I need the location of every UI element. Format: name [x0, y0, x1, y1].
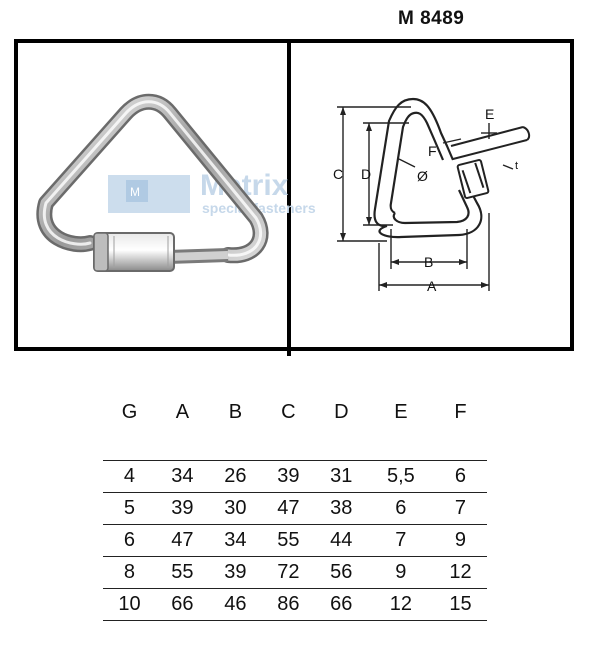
- dim-label-d: D: [361, 166, 372, 182]
- table-cell: 39: [156, 493, 209, 525]
- watermark-brand: Metrix: [200, 169, 289, 202]
- screw-sleeve: [94, 233, 174, 271]
- table-cell: 86: [262, 589, 315, 621]
- dim-label-c: C: [333, 166, 344, 182]
- technical-drawing: [291, 43, 570, 347]
- column-header-b: B: [228, 400, 243, 423]
- table-cell: 26: [209, 461, 262, 493]
- watermark-tagline: special fasteners: [202, 200, 316, 216]
- model-code: M 8489: [398, 8, 465, 29]
- table-cell: 10: [103, 589, 156, 621]
- table-cell: 44: [315, 525, 368, 557]
- table-cell: 7: [368, 525, 434, 557]
- column-header-c: C: [281, 400, 296, 423]
- column-header-a: A: [175, 400, 190, 423]
- table-cell: 39: [209, 557, 262, 589]
- table-cell: 5: [103, 493, 156, 525]
- dim-label-f: F: [428, 143, 437, 159]
- table-cell: 6: [434, 461, 487, 493]
- table-cell: 39: [262, 461, 315, 493]
- table-row: [103, 557, 487, 589]
- table-cell: 34: [156, 461, 209, 493]
- dimension-table: [103, 388, 487, 621]
- table-row: [103, 589, 487, 621]
- table-cell: 56: [315, 557, 368, 589]
- table-cell: 47: [262, 493, 315, 525]
- table-cell: 55: [156, 557, 209, 589]
- table-cell: 47: [156, 525, 209, 557]
- table-cell: 9: [368, 557, 434, 589]
- table-cell: 66: [315, 589, 368, 621]
- table-cell: 7: [434, 493, 487, 525]
- table-cell: 15: [434, 589, 487, 621]
- column-header-g: G: [121, 400, 138, 423]
- dim-label-a: A: [427, 278, 437, 294]
- table-row: [103, 461, 487, 493]
- svg-text:M: M: [130, 185, 140, 199]
- table-cell: 12: [434, 557, 487, 589]
- table-cell: 31: [315, 461, 368, 493]
- column-header-d: D: [334, 400, 349, 423]
- table-cell: 66: [156, 589, 209, 621]
- table-cell: 5,5: [368, 461, 434, 493]
- drawing-sleeve: [457, 160, 489, 199]
- table-cell: 9: [434, 525, 487, 557]
- table-row: [103, 525, 487, 557]
- table-cell: 34: [209, 525, 262, 557]
- table-cell: 4: [103, 461, 156, 493]
- table-cell: 72: [262, 557, 315, 589]
- table-cell: 38: [315, 493, 368, 525]
- dim-label-e: E: [485, 106, 495, 122]
- table-header-row: [103, 388, 487, 436]
- column-header-e: E: [394, 400, 408, 423]
- dim-label-b: B: [424, 254, 434, 270]
- table-cell: 55: [262, 525, 315, 557]
- table-cell: 30: [209, 493, 262, 525]
- table-cell: 8: [103, 557, 156, 589]
- table-cell: 12: [368, 589, 434, 621]
- table-cell: 6: [368, 493, 434, 525]
- table-cell: 6: [103, 525, 156, 557]
- dim-label-t: t: [515, 160, 519, 172]
- product-photo: [18, 43, 316, 347]
- table-row: [103, 493, 487, 525]
- table-cell: 46: [209, 589, 262, 621]
- dim-label-diameter: Ø: [417, 168, 428, 184]
- column-header-f: F: [454, 400, 467, 423]
